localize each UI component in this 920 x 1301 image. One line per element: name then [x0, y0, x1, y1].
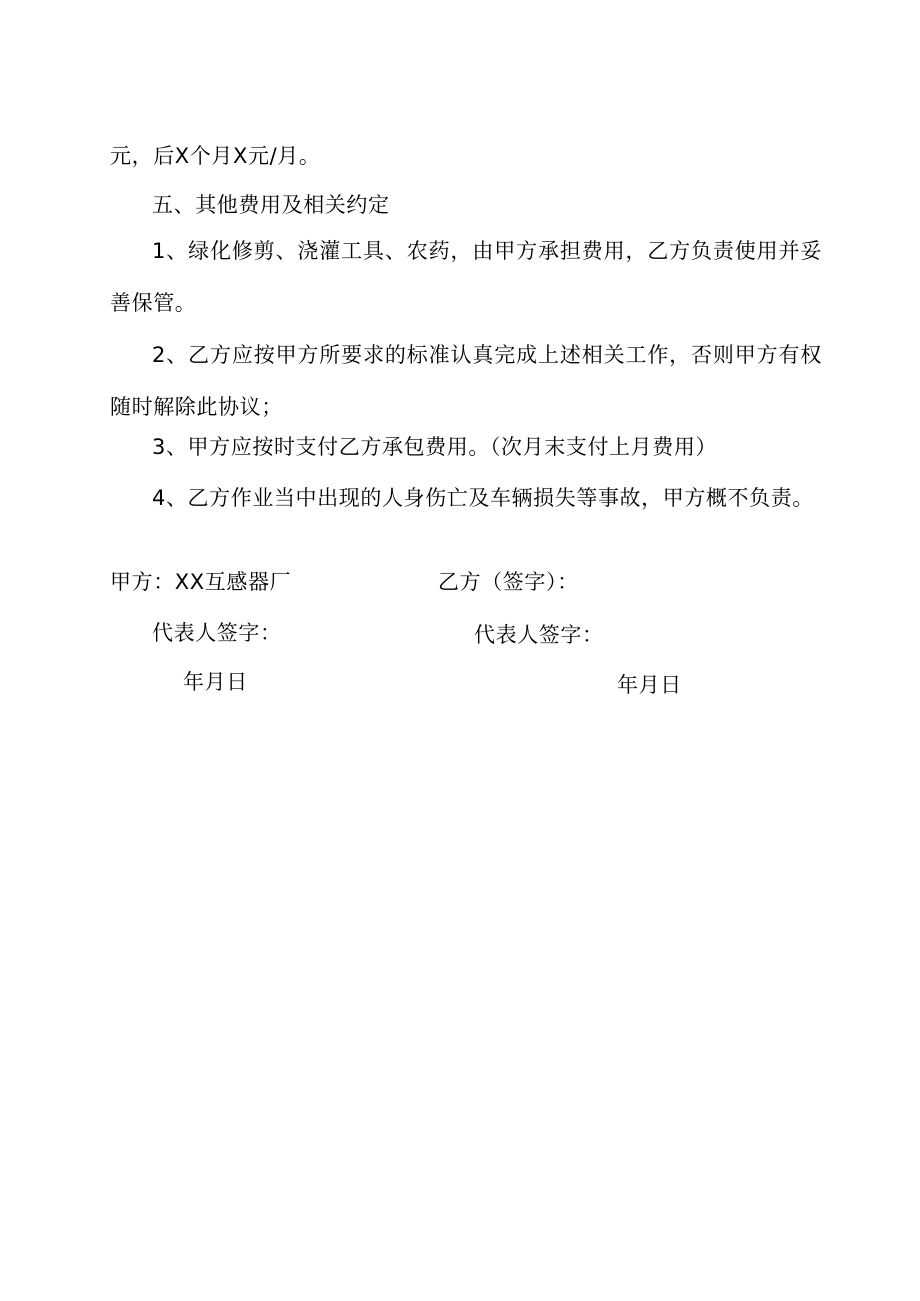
party-a-label: 甲方：XX互感器厂	[110, 570, 292, 594]
clause-1: 1、绿化修剪、浇灌工具、农药，由甲方承担费用，乙方负责使用并妥善保管。	[110, 239, 822, 315]
party-a-date: 年月日	[183, 670, 248, 694]
section-heading: 五、其他费用及相关约定	[152, 193, 390, 217]
party-a-representative: 代表人签字：	[152, 621, 282, 645]
party-b-label: 乙方（签字）：	[438, 570, 579, 594]
clause-4: 4、乙方作业当中出现的人身伤亡及车辆损失等事故，甲方概不负责。	[152, 486, 814, 510]
clause-3: 3、甲方应按时支付乙方承包费用。（次月末支付上月费用）	[152, 435, 718, 459]
party-b-date: 年月日	[617, 673, 682, 697]
continuation-line: 元，后X个月X元/月。	[110, 144, 321, 168]
party-b-representative: 代表人签字：	[474, 623, 604, 647]
clause-2: 2、乙方应按甲方所要求的标准认真完成上述相关工作，否则甲方有权随时解除此协议；	[110, 343, 822, 419]
